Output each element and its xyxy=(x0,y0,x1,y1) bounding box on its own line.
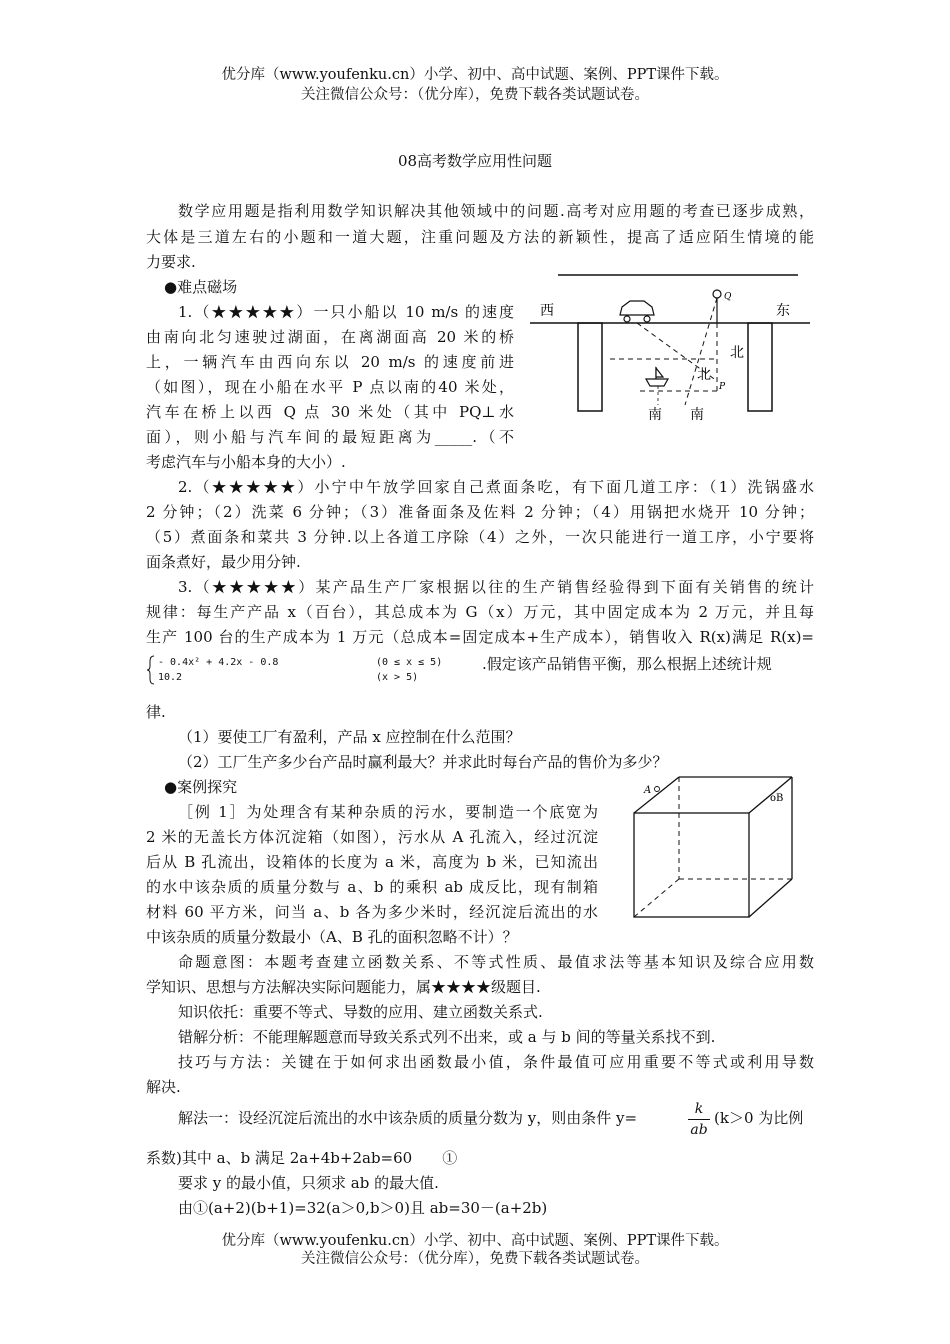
page-title: 08高考数学应用性问题 xyxy=(397,152,553,170)
p1-line-1: 1.（★★★★★）一只小船以 10 m/s 的速度 xyxy=(178,303,514,321)
sol1-line-2: 系数)其中 a、b 满足 2a+4b+2ab=60 ① xyxy=(146,1149,458,1167)
p2-line-1: 2.（★★★★★）小宁中午放学回家自己煮面条吃，有下面几道工序：（1）洗锅盛水 xyxy=(178,478,814,496)
ex1-line-5: 材料 60 平方米，问当 a、b 各为多少米时，经沉淀后流出的水 xyxy=(146,903,598,921)
sol1-line-4: 由①(a+2)(b+1)=32(a＞0,b＞0)且 ab=30－(a+2b) xyxy=(178,1199,548,1217)
fig1-north-label-2: 北 xyxy=(697,367,711,383)
p3-line-2: 规律：每生产产品 x（百台），其总成本为 G（x）万元，其中固定成本为 2 万元，并且每 xyxy=(146,603,814,621)
fig1-p-label: P xyxy=(719,382,726,392)
section-heading-2: ●案例探究 xyxy=(164,778,238,796)
fig1-south-label-2: 南 xyxy=(690,407,704,423)
fig2-a-label: A xyxy=(644,785,652,796)
p2-line-4: 面条煮好，最少用分钟. xyxy=(146,553,301,571)
piecewise-case-2: 10.2 xyxy=(158,672,183,683)
intro-line-1: 数学应用题是指利用数学知识解决其他领域中的问题.高考对应用题的考查已逐步成熟， xyxy=(178,202,814,220)
piecewise-tail: .假定该产品销售平衡，那么根据上述统计规 xyxy=(482,655,772,673)
p2-line-3: （5）煮面条和菜共 3 分钟.以上各道工序除（4）之外，一次只能进行一道工序，小宁要将 xyxy=(146,528,814,546)
p1-line-6: 面），则小船与汽车间的最短距离为_____.（不 xyxy=(146,428,514,446)
ex1-line-4: 的水中该杂质的质量分数与 a、b 的乘积 ab 成反比，现有制箱 xyxy=(146,878,598,896)
error-text: 错解分析：不能理解题意而导致关系式列不出来，或 a 与 b 间的等量关系找不到. xyxy=(178,1028,716,1046)
sol1-line-1b: (k＞0 为比例 xyxy=(714,1109,804,1127)
intent-line-1: 命题意图：本题考查建立函数关系、不等式性质、最值求法等基本知识及综合应用数 xyxy=(178,953,814,971)
ex1-line-3: 后从 B 孔流出，设箱体的长度为 a 米，高度为 b 米，已知流出 xyxy=(146,853,598,871)
p1-line-7: 考虑汽车与小船本身的大小）. xyxy=(146,453,346,471)
piecewise-brace xyxy=(146,655,156,685)
fig2-b-label: oB xyxy=(770,793,784,804)
fig1-east-label: 东 xyxy=(776,303,790,319)
piecewise-cond-1: (0 ≤ x ≤ 5) xyxy=(376,657,443,668)
p3-end: 律. xyxy=(146,703,166,721)
sol1-line-1a: 解法一：设经沉淀后流出的水中该杂质的质量分数为 y，则由条件 y= xyxy=(178,1109,638,1127)
section-heading-1: ●难点磁场 xyxy=(164,278,238,296)
intro-line-2: 大体是三道左右的小题和一道大题，注重问题及方法的新颖性，提高了适应陌生情境的能 xyxy=(146,228,814,246)
footer-line-2: 关注微信公众号：（优分库），免费下载各类试题试卷。 xyxy=(301,1251,649,1267)
bridge-lake-figure xyxy=(530,265,810,425)
p3-line-3: 生产 100 台的生产成本为 1 万元（总成本=固定成本+生产成本），销售收入 R(x)满足 R(x)= xyxy=(146,628,814,646)
p1-line-5: 汽车在桥上以西 Q 点 30 米处（其中 PQ⊥水 xyxy=(146,403,514,421)
ex1-line-6: 中该杂质的质量分数最小（A、B 孔的面积忽略不计）？ xyxy=(146,928,518,946)
p1-line-2: 由南向北匀速驶过湖面，在离湖面高 20 米的桥 xyxy=(146,328,514,346)
frac-numerator: k xyxy=(694,1101,704,1117)
p3-line-1: 3.（★★★★★）某产品生产厂家根据以往的生产销售经验得到下面有关销售的统计 xyxy=(178,578,814,596)
tank-box-figure xyxy=(630,775,805,923)
q2-text: （2）工厂生产多少台产品时赢利最大？并求此时每台产品的售价为多少？ xyxy=(178,753,668,771)
frac-bar xyxy=(688,1119,710,1120)
skill-line-2: 解决. xyxy=(146,1078,181,1096)
sol1-line-3: 要求 y 的最小值，只须求 ab 的最大值. xyxy=(178,1174,439,1192)
frac-denominator: ab xyxy=(690,1122,708,1138)
intent-line-2: 学知识、思想与方法解决实际问题能力，属★★★★级题目. xyxy=(146,978,541,996)
header-line-2: 关注微信公众号：（优分库），免费下载各类试题试卷。 xyxy=(301,87,649,103)
piecewise-case-1: - 0.4x² + 4.2x - 0.8 xyxy=(158,657,279,668)
p2-line-2: 2 分钟；（2）洗菜 6 分钟；（3）准备面条及佐料 2 分钟；（4）用锅把水烧开 10 分钟； xyxy=(146,503,814,521)
footer-line-1: 优分库（www.youfenku.cn）小学、初中、高中试题、案例、PPT课件下载。 xyxy=(221,1233,729,1249)
p1-line-3: 上，一辆汽车由西向东以 20 m/s 的速度前进 xyxy=(146,353,514,371)
fig1-north-label: 北 xyxy=(730,345,744,361)
intro-line-3: 力要求. xyxy=(146,253,196,271)
q1-text: （1）要使工厂有盈利，产品 x 应控制在什么范围？ xyxy=(178,728,521,746)
fig1-q-label: Q xyxy=(724,292,732,302)
header-line-1: 优分库（www.youfenku.cn）小学、初中、高中试题、案例、PPT课件下载。 xyxy=(221,67,729,83)
ex1-line-2: 2 米的无盖长方体沉淀箱（如图），污水从 A 孔流入，经过沉淀 xyxy=(146,828,598,846)
ex1-line-1: ［例 1］为处理含有某种杂质的污水，要制造一个底宽为 xyxy=(178,803,598,821)
skill-line-1: 技巧与方法：关键在于如何求出函数最小值，条件最值可应用重要不等式或利用导数 xyxy=(178,1053,814,1071)
fig1-west-label: 西 xyxy=(540,303,554,319)
basis-text: 知识依托：重要不等式、导数的应用、建立函数关系式. xyxy=(178,1003,543,1021)
piecewise-cond-2: (x > 5) xyxy=(376,672,419,683)
fig1-south-label-1: 南 xyxy=(648,407,662,423)
p1-line-4: （如图），现在小船在水平 P 点以南的40 米处， xyxy=(146,378,514,396)
